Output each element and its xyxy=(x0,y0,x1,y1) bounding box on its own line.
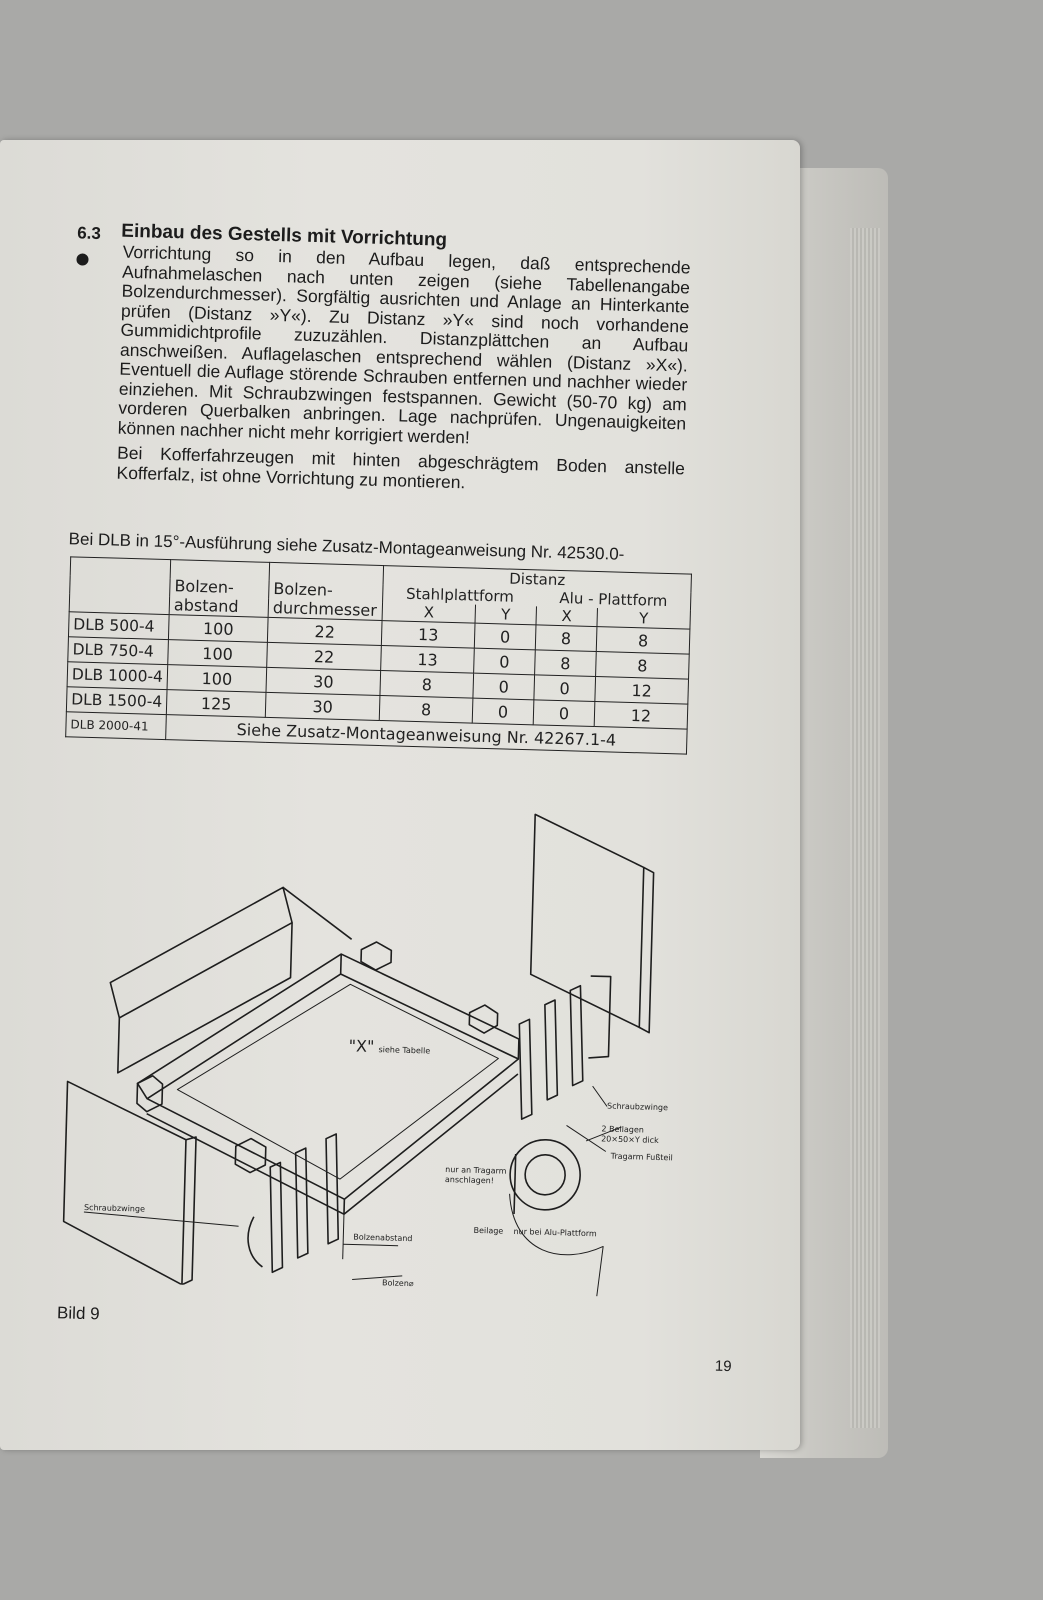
figure-caption: Bild 9 xyxy=(56,1303,100,1324)
assembly-drawing xyxy=(42,781,716,1299)
cell-alu-y: 8 xyxy=(596,627,690,655)
header-alu-x: X xyxy=(536,606,598,626)
annotation-bolzen: Bolzen⌀ xyxy=(381,1278,414,1289)
instruction-paragraph-1: Vorrichtung so in den Aufbau legen, daß entsprechende Aufnahmelaschen nach unten zeigen (siehe Tabellenangabe Bolzendurchmesser). Sorgfältig ausrichten und Anlage an Hinterkante prüfen (Distanz »Y«). Zu Distanz »Y« sind noch vorhandene Gummidichtprofile zuzuzählen. Distanzplättchen an Aufbau anschweißen. Auflagelaschen entsprechend wählen (Distanz »X«). Eventuell die Auflage störende Schrauben entfernen und nachher wieder einziehen. Mit Schraubzwingen festspannen. Gewicht (50-70 kg) am vorderen Querbalken anbringen. Lage nachprüfen. Ungenauigkeiten können nachher nicht mehr korrigiert werden! xyxy=(117,241,691,447)
annotation-tragarm: Tragarm Fußteil xyxy=(610,1151,673,1163)
instruction-paragraph-2: Bei Kofferfahrzeugen mit hinten abgeschrägtem Boden anstelle Kofferfalz, ist ohne Vorrichtung zu montieren. xyxy=(116,442,686,492)
spec-table xyxy=(65,556,692,754)
annotation-schraubzwinge-left: Schraubzwinge xyxy=(83,1202,146,1214)
cell-stahl-x: 8 xyxy=(379,696,473,724)
cell-abstand: 100 xyxy=(168,640,268,668)
section-number: 6.3 xyxy=(76,223,102,244)
annotation-beilagen-2: 20×50×Y dick xyxy=(601,1134,659,1145)
cell-note: Siehe Zusatz-Montageanweisung Nr. 42267.1-4 xyxy=(166,715,687,755)
header-bolzenabstand: Bolzen-abstand xyxy=(169,560,269,618)
annotation-x: "X" xyxy=(348,1036,375,1056)
annotation-nur-an-1: nur an Tragarm xyxy=(445,1165,507,1176)
cell-model: DLB 750-4 xyxy=(68,637,169,665)
page-number: 19 xyxy=(714,1357,732,1376)
header-stahlplattform: Stahlplattform xyxy=(383,584,537,606)
cell-alu-y: 8 xyxy=(596,652,690,680)
annotation-beilage: Beilage xyxy=(473,1225,504,1236)
header-stahl-y: Y xyxy=(475,605,536,625)
bullet-icon xyxy=(76,253,88,265)
annotation-beilagen-1: 2 Beilagen xyxy=(601,1124,645,1135)
cell-stahl-x: 8 xyxy=(380,671,474,699)
cell-stahl-y: 0 xyxy=(473,673,535,700)
book-page xyxy=(0,140,800,1450)
annotation-nur-an-2: anschlagen! xyxy=(444,1175,495,1186)
cell-model: DLB 1500-4 xyxy=(66,687,167,715)
cell-stahl-y: 0 xyxy=(472,698,534,725)
cell-durchmesser: 30 xyxy=(266,667,381,695)
table-note: Bei DLB in 15°-Ausführung siehe Zusatz-Montageanweisung Nr. 42530.0- xyxy=(68,529,625,564)
page-content xyxy=(0,130,814,1462)
header-bolzendurchmesser: Bolzen-durchmesser xyxy=(268,562,383,620)
instruction-text xyxy=(116,243,690,499)
section-title: Einbau des Gestells mit Vorrichtung xyxy=(121,220,448,251)
cell-alu-y: 12 xyxy=(594,702,688,730)
cell-alu-x: 0 xyxy=(534,675,596,702)
cell-stahl-x: 13 xyxy=(381,621,475,649)
table-corner-cell xyxy=(69,557,171,615)
annotation-siehe-tabelle: siehe Tabelle xyxy=(378,1045,431,1056)
cell-stahl-x: 13 xyxy=(381,646,475,674)
header-stahl-x: X xyxy=(382,602,476,623)
cell-abstand: 100 xyxy=(167,665,267,693)
cell-model: DLB 1000-4 xyxy=(67,662,168,690)
cell-durchmesser: 22 xyxy=(267,642,382,670)
annotation-bolzenabstand: Bolzenabstand xyxy=(353,1232,413,1244)
cell-model: DLB 2000-41 xyxy=(66,712,167,740)
cell-stahl-y: 0 xyxy=(474,648,536,675)
header-alu-plattform: Alu - Plattform xyxy=(536,588,691,610)
cell-alu-x: 8 xyxy=(535,625,597,652)
cell-stahl-y: 0 xyxy=(474,623,536,650)
header-alu-y: Y xyxy=(597,608,691,629)
header-distanz: Distanz xyxy=(383,566,691,593)
cell-alu-x: 8 xyxy=(534,650,596,677)
cell-alu-x: 0 xyxy=(533,700,595,727)
cell-abstand: 100 xyxy=(168,615,268,643)
annotation-nur-bei-alu: nur bei Alu-Plattform xyxy=(513,1226,597,1239)
cell-alu-y: 12 xyxy=(595,677,689,705)
cell-durchmesser: 30 xyxy=(265,692,380,720)
cell-durchmesser: 22 xyxy=(267,617,382,645)
annotation-schraubzwinge-right: Schraubzwinge xyxy=(606,1101,669,1113)
cell-model: DLB 500-4 xyxy=(68,612,169,640)
cell-abstand: 125 xyxy=(166,690,266,718)
